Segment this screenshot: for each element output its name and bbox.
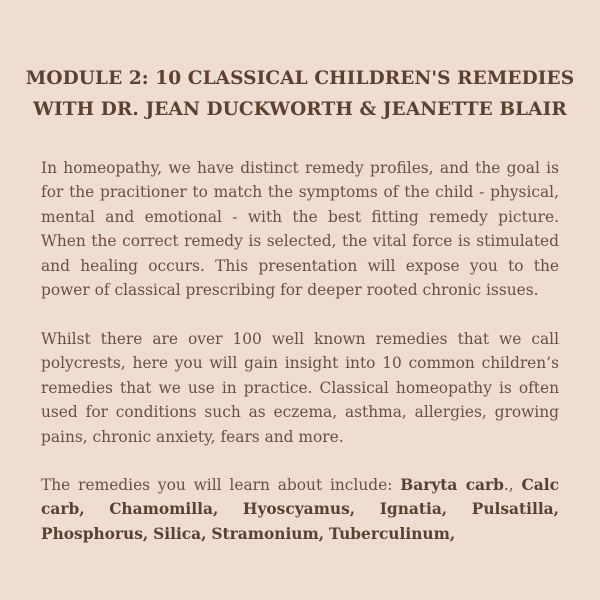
remedies-paragraph	[41, 473, 559, 546]
polycrests-paragraph: Whilst there are over 100 well known remedies that we call polycrests, here you will gain insight into 10 common children’s remedies that we use in practice. Classical homeopathy is often used for conditions such as eczema, asthma, allergies, growing pains, chronic anxiety, fears and more.	[41, 330, 559, 446]
module-title-line-2: WITH DR. JEAN DUCKWORTH & JEANETTE BLAIR	[33, 99, 567, 120]
remedies-intro: The remedies you will learn about include:	[41, 476, 401, 494]
remedy-chamomilla: Chamomilla,	[109, 500, 219, 519]
remedy-baryta-carb: Baryta carb	[400, 476, 504, 494]
remedy-calc-carb: Calc carb,	[41, 476, 559, 519]
module-title	[0, 63, 600, 125]
remedy-hyoscyamus: Hyoscyamus,	[242, 500, 356, 519]
remedy-tuberculinum: Tuberculinum,	[329, 524, 456, 543]
intro-paragraph: In homeopathy, we have distinct remedy profiles, and the goal is for the pracitioner to match the symptoms of the child - physical, mental and emotional - with the best fitting remedy picture. When the correct remedy is selected, the vital force is stimulated and healing occurs. This presentation will expose you to the power of classical prescribing for deeper rooted chronic issues.	[41, 159, 559, 300]
remedy-stramonium: Stramonium,	[211, 524, 325, 543]
remedy-phosphorus: Phosphorus,	[41, 524, 149, 543]
remedy-silica: Silica,	[153, 524, 207, 543]
remedy-ignatia: Ignatia,	[379, 500, 448, 519]
remedy-pulsatilla: Pulsatilla,	[471, 500, 559, 519]
module-title-line-1: MODULE 2: 10 CLASSICAL CHILDREN'S REMEDIES	[25, 68, 575, 89]
remedy-separator: .,	[503, 476, 522, 494]
